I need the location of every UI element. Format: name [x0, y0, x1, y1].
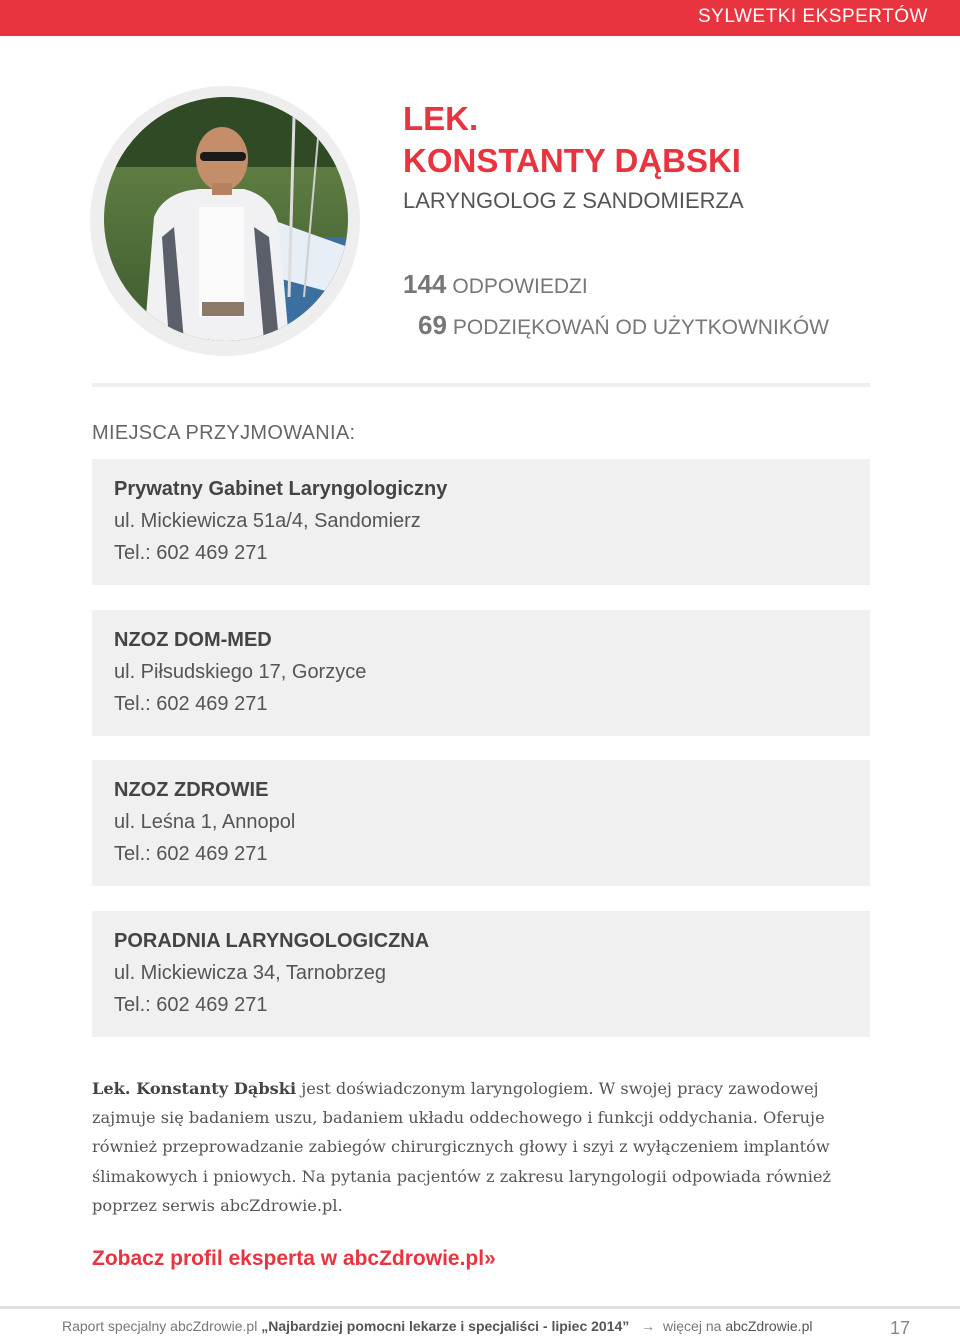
- bio-text: jest doświadczonym laryngologiem. W swojej pracy zawodowej zajmuje się badaniem uszu, badaniem układu oddechowego i funkcji oddychania. Oferuje również przeprowadzanie zabiegów chirurgicznych głowy i szyi z wyłączeniem implantów ślimakowych i pniowych. Na pytania pacjentów z zakresu laryngologii odpowiada również poprzez serwis abcZdrowie.pl.: [92, 1079, 832, 1215]
- place-phone: Tel.: 602 469 271: [114, 843, 268, 865]
- thanks-stat: [403, 307, 829, 348]
- place-phone: Tel.: 602 469 271: [114, 693, 268, 715]
- thanks-count: 69: [418, 310, 447, 340]
- place-name: NZOZ ZDROWIE: [114, 779, 269, 801]
- footer-site-link[interactable]: abcZdrowie.pl: [725, 1318, 813, 1334]
- arrow-right-icon: →: [641, 1318, 656, 1334]
- footer-divider: [0, 1306, 960, 1309]
- place-phone: Tel.: 602 469 271: [114, 994, 268, 1016]
- doctor-title: LEK.: [403, 100, 479, 137]
- doctor-specialty: LARYNGOLOG Z SANDOMIERZA: [403, 188, 744, 213]
- bio-name: Lek. Konstanty Dąbski: [92, 1079, 297, 1098]
- place-address: ul. Mickiewicza 51a/4, Sandomierz: [114, 510, 421, 532]
- page-number: 17: [889, 1318, 910, 1338]
- doctor-name-block: [403, 98, 744, 214]
- footer-report: Raport specjalny abcZdrowie.pl: [62, 1318, 258, 1334]
- place-card: [92, 459, 870, 585]
- place-name: Prywatny Gabinet Laryngologiczny: [114, 478, 448, 500]
- divider: [92, 383, 870, 387]
- answers-label: ODPOWIEDZI: [452, 275, 588, 298]
- thanks-label: PODZIĘKOWAŃ OD UŻYTKOWNIKÓW: [452, 316, 829, 339]
- section-title: SYLWETKI EKSPERTÓW: [697, 6, 928, 27]
- place-card: [92, 911, 870, 1037]
- top-bar: [0, 0, 960, 36]
- doctor-photo-illustration: [104, 97, 348, 341]
- places-heading: MIEJSCA PRZYJMOWANIA:: [92, 422, 356, 444]
- footer: [62, 1318, 812, 1334]
- place-card: [92, 760, 870, 886]
- place-address: ul. Piłsudskiego 17, Gorzyce: [114, 661, 367, 683]
- doctor-photo: [104, 97, 348, 341]
- answers-stat: [403, 266, 829, 307]
- place-card: [92, 610, 870, 736]
- place-address: ul. Mickiewicza 34, Tarnobrzeg: [114, 962, 386, 984]
- footer-title: „Najbardziej pomocni lekarze i specjaliści - lipiec 2014”: [261, 1318, 630, 1334]
- place-name: NZOZ DOM-MED: [114, 629, 272, 651]
- place-address: ul. Leśna 1, Annopol: [114, 811, 296, 833]
- doctor-bio: [92, 1074, 874, 1220]
- doctor-name: KONSTANTY DĄBSKI: [403, 142, 741, 179]
- answers-count: 144: [403, 269, 447, 299]
- footer-more: więcej na: [663, 1318, 722, 1334]
- place-phone: Tel.: 602 469 271: [114, 542, 268, 564]
- place-name: PORADNIA LARYNGOLOGICZNA: [114, 930, 430, 952]
- doctor-stats: [403, 266, 829, 348]
- profile-link[interactable]: Zobacz profil eksperta w abcZdrowie.pl»: [92, 1247, 496, 1270]
